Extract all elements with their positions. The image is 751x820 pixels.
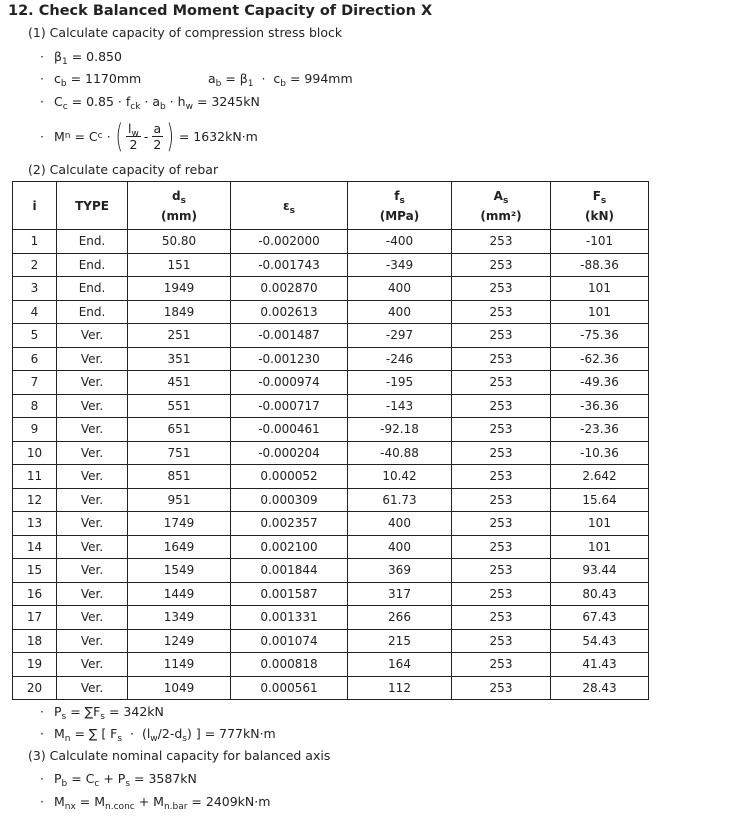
cell-fs: -246	[348, 347, 452, 371]
cell-epsilon: 0.001587	[231, 582, 348, 606]
mn-formula: · M n = C c · ( $\frac{l_w}{2}$ - $\frac{a}{2}$ ) = 1632kN·m	[40, 117, 258, 155]
cell-ds: 1149	[128, 653, 231, 677]
cell-type: Ver.	[57, 676, 128, 700]
cell-epsilon: 0.002613	[231, 300, 348, 324]
cell-fs: 400	[348, 277, 452, 301]
cell-i: 5	[13, 324, 57, 348]
cell-epsilon: -0.000717	[231, 394, 348, 418]
cell-epsilon: 0.001331	[231, 606, 348, 630]
cell-type: Ver.	[57, 347, 128, 371]
cell-type: Ver.	[57, 418, 128, 442]
cell-fs: 215	[348, 629, 452, 653]
cell-fs: 61.73	[348, 488, 452, 512]
cell-epsilon: -0.002000	[231, 230, 348, 254]
cell-Fs: -36.36	[551, 394, 649, 418]
table-row	[13, 324, 649, 348]
cell-fs: 400	[348, 512, 452, 536]
mnx-value: = 2409kN·m	[191, 794, 271, 809]
cell-ds: 651	[128, 418, 231, 442]
cell-ds: 1949	[128, 277, 231, 301]
cell-as: 253	[452, 277, 551, 301]
table-row	[13, 488, 649, 512]
cell-epsilon: 0.002870	[231, 277, 348, 301]
table-row	[13, 394, 649, 418]
section-title: 12. Check Balanced Moment Capacity of Direction X	[8, 3, 433, 19]
pb-line: · $P_b = C_c + P_s = 3587kN$	[40, 771, 197, 789]
cell-epsilon: -0.001743	[231, 253, 348, 277]
cell-as: 253	[452, 230, 551, 254]
cell-as: 253	[452, 488, 551, 512]
header-as: $A_s$ (mm²)	[452, 182, 551, 230]
cell-epsilon: 0.001074	[231, 629, 348, 653]
cell-i: 14	[13, 535, 57, 559]
cell-as: 253	[452, 394, 551, 418]
cell-fs: 112	[348, 676, 452, 700]
cell-ds: 1049	[128, 676, 231, 700]
mn-value: = 1632kN·m	[178, 128, 258, 144]
header-Fs: $F_s$ (kN)	[551, 182, 649, 230]
cell-ds: 351	[128, 347, 231, 371]
cell-epsilon: 0.002100	[231, 535, 348, 559]
section-1-heading: (1) Calculate capacity of compression stress block	[28, 25, 343, 40]
cell-Fs: 54.43	[551, 629, 649, 653]
cb-line: · $c_b = 1170mm$	[40, 71, 142, 89]
cell-epsilon: -0.000461	[231, 418, 348, 442]
cell-as: 253	[452, 653, 551, 677]
cell-Fs: 41.43	[551, 653, 649, 677]
cc-line: · $C_c = 0.85 \cdot f_{ck} \cdot a_b \cdot h_w = 3245kN$	[40, 94, 260, 112]
cell-fs: 10.42	[348, 465, 452, 489]
cell-type: Ver.	[57, 324, 128, 348]
cell-as: 253	[452, 559, 551, 583]
cell-Fs: 101	[551, 512, 649, 536]
header-epsilon: $\varepsilon_s$	[231, 182, 348, 230]
cell-fs: 400	[348, 300, 452, 324]
table-row	[13, 653, 649, 677]
table-row	[13, 277, 649, 301]
cell-ds: 151	[128, 253, 231, 277]
table-row	[13, 230, 649, 254]
cell-i: 17	[13, 606, 57, 630]
cell-type: Ver.	[57, 559, 128, 583]
cell-as: 253	[452, 324, 551, 348]
cell-as: 253	[452, 465, 551, 489]
cell-i: 11	[13, 465, 57, 489]
table-row	[13, 629, 649, 653]
cell-epsilon: 0.000052	[231, 465, 348, 489]
section-3-heading: (3) Calculate nominal capacity for balanced axis	[28, 748, 331, 763]
cell-ds: 1449	[128, 582, 231, 606]
cell-fs: 266	[348, 606, 452, 630]
cell-Fs: -75.36	[551, 324, 649, 348]
cell-fs: -297	[348, 324, 452, 348]
ab-value: = 994mm	[289, 71, 353, 86]
cell-as: 253	[452, 300, 551, 324]
table-row	[13, 300, 649, 324]
cell-ds: 1549	[128, 559, 231, 583]
cell-Fs: -62.36	[551, 347, 649, 371]
cell-as: 253	[452, 535, 551, 559]
cell-i: 1	[13, 230, 57, 254]
rebar-table	[12, 181, 649, 700]
cell-epsilon: -0.000204	[231, 441, 348, 465]
cell-epsilon: -0.001230	[231, 347, 348, 371]
cell-as: 253	[452, 418, 551, 442]
mn-rebar-value: = 777kN·m	[204, 726, 276, 741]
table-row	[13, 253, 649, 277]
cell-epsilon: -0.000974	[231, 371, 348, 395]
cell-i: 7	[13, 371, 57, 395]
cell-ds: 451	[128, 371, 231, 395]
cell-ds: 1649	[128, 535, 231, 559]
header-i: i	[13, 182, 57, 230]
section-2-heading: (2) Calculate capacity of rebar	[28, 162, 219, 177]
cell-i: 18	[13, 629, 57, 653]
cell-type: End.	[57, 253, 128, 277]
cell-type: Ver.	[57, 535, 128, 559]
cb-value: = 1170mm	[70, 71, 142, 86]
cell-i: 16	[13, 582, 57, 606]
cell-i: 12	[13, 488, 57, 512]
cell-ds: 851	[128, 465, 231, 489]
mn-rebar-line: · $M_n$ = ∑ [ $F_s \cdot (l_w/2-d_s)$ ] = 777kN·m	[40, 726, 276, 744]
cell-ds: 751	[128, 441, 231, 465]
cell-as: 253	[452, 512, 551, 536]
cell-fs: 369	[348, 559, 452, 583]
table-row	[13, 535, 649, 559]
cell-Fs: -49.36	[551, 371, 649, 395]
cell-as: 253	[452, 629, 551, 653]
cell-type: Ver.	[57, 488, 128, 512]
cell-i: 8	[13, 394, 57, 418]
table-row	[13, 347, 649, 371]
beta-value: = 0.850	[71, 49, 122, 64]
cell-as: 253	[452, 347, 551, 371]
cell-epsilon: -0.001487	[231, 324, 348, 348]
cell-Fs: 101	[551, 535, 649, 559]
cell-i: 3	[13, 277, 57, 301]
table-header-row	[13, 182, 649, 230]
cell-type: End.	[57, 300, 128, 324]
cell-fs: -349	[348, 253, 452, 277]
table-row	[13, 465, 649, 489]
cell-i: 2	[13, 253, 57, 277]
cell-type: Ver.	[57, 653, 128, 677]
cell-i: 13	[13, 512, 57, 536]
cell-fs: -40.88	[348, 441, 452, 465]
cell-epsilon: 0.001844	[231, 559, 348, 583]
cell-fs: -195	[348, 371, 452, 395]
cell-fs: -92.18	[348, 418, 452, 442]
cell-type: Ver.	[57, 512, 128, 536]
table-row	[13, 371, 649, 395]
cell-as: 253	[452, 676, 551, 700]
cell-Fs: -88.36	[551, 253, 649, 277]
cell-Fs: 67.43	[551, 606, 649, 630]
cell-ds: 1249	[128, 629, 231, 653]
cell-epsilon: 0.002357	[231, 512, 348, 536]
cell-ds: 1749	[128, 512, 231, 536]
header-fs: $f_s$ (MPa)	[348, 182, 452, 230]
cell-i: 10	[13, 441, 57, 465]
cell-Fs: 93.44	[551, 559, 649, 583]
header-ds: $d_s$ (mm)	[128, 182, 231, 230]
cell-Fs: -23.36	[551, 418, 649, 442]
cell-ds: 551	[128, 394, 231, 418]
cell-Fs: 2.642	[551, 465, 649, 489]
table-row	[13, 418, 649, 442]
cell-epsilon: 0.000309	[231, 488, 348, 512]
ab-line: $a_b = \beta_1 \cdot c_b = 994mm$	[208, 71, 353, 89]
cell-type: End.	[57, 230, 128, 254]
cell-i: 9	[13, 418, 57, 442]
cell-as: 253	[452, 582, 551, 606]
cell-type: Ver.	[57, 629, 128, 653]
cell-fs: 400	[348, 535, 452, 559]
cell-Fs: 101	[551, 300, 649, 324]
cell-Fs: -101	[551, 230, 649, 254]
header-type: TYPE	[57, 182, 128, 230]
cell-Fs: -10.36	[551, 441, 649, 465]
beta-line: · $\beta_1 = 0.850$	[40, 49, 122, 67]
table-row	[13, 441, 649, 465]
cell-fs: -143	[348, 394, 452, 418]
cell-type: Ver.	[57, 394, 128, 418]
cell-Fs: 101	[551, 277, 649, 301]
mnx-line: · $M_{nx} = M_{n.conc} + M_{n.bar} = 2409kN\cdot m$	[40, 794, 271, 812]
cell-i: 4	[13, 300, 57, 324]
cell-as: 253	[452, 253, 551, 277]
cell-fs: 164	[348, 653, 452, 677]
cell-ds: 1849	[128, 300, 231, 324]
cc-value: = 3245kN	[196, 94, 260, 109]
cell-type: Ver.	[57, 582, 128, 606]
cell-type: Ver.	[57, 371, 128, 395]
cell-as: 253	[452, 606, 551, 630]
cell-as: 253	[452, 441, 551, 465]
cell-fs: 317	[348, 582, 452, 606]
cell-type: Ver.	[57, 606, 128, 630]
cell-fs: -400	[348, 230, 452, 254]
cell-i: 19	[13, 653, 57, 677]
cell-ds: 1349	[128, 606, 231, 630]
cell-type: Ver.	[57, 465, 128, 489]
cell-as: 253	[452, 371, 551, 395]
cell-type: End.	[57, 277, 128, 301]
ps-value: = 342kN	[108, 704, 164, 719]
cell-i: 20	[13, 676, 57, 700]
table-row	[13, 559, 649, 583]
table-row	[13, 582, 649, 606]
table-row	[13, 606, 649, 630]
ps-line: · $P_s = \sum F_s = 342kN$	[40, 704, 164, 722]
cell-epsilon: 0.000561	[231, 676, 348, 700]
table-row	[13, 676, 649, 700]
cell-i: 15	[13, 559, 57, 583]
cell-Fs: 80.43	[551, 582, 649, 606]
cell-Fs: 28.43	[551, 676, 649, 700]
cell-ds: 50.80	[128, 230, 231, 254]
pb-value: = 3587kN	[134, 771, 197, 786]
cell-type: Ver.	[57, 441, 128, 465]
cell-ds: 251	[128, 324, 231, 348]
table-row	[13, 512, 649, 536]
cell-epsilon: 0.000818	[231, 653, 348, 677]
cell-ds: 951	[128, 488, 231, 512]
cell-i: 6	[13, 347, 57, 371]
cell-Fs: 15.64	[551, 488, 649, 512]
